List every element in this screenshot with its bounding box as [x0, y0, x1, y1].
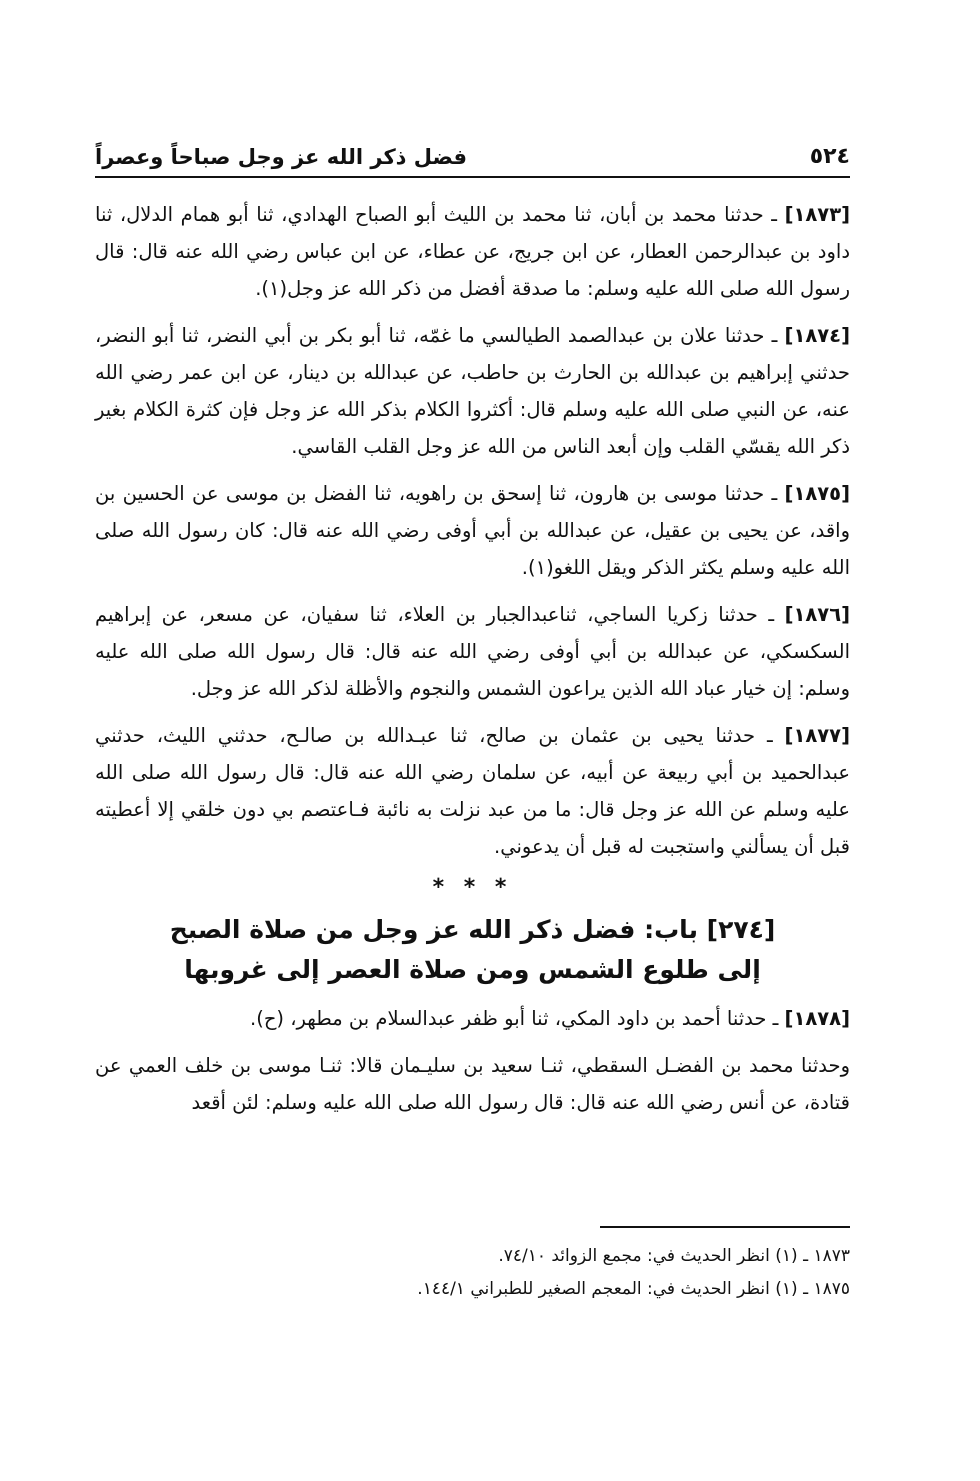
chapter-heading-line-2: إلى طلوع الشمس ومن صلاة العصر إلى غروبها: [184, 955, 761, 984]
hadith-number: [١٨٧٦]: [784, 603, 851, 626]
hadith-1878-continuation: وحدثنا محمد بن الفضـل السقطي، ثنـا سعيد بن سليـمان قالا: ثنـا موسى بن خلف العمي عن قتادة، عن أنس رضي الله عنه قال: قال رسول الله صلى الله عليه وسلم: لئن أقعد: [95, 1054, 850, 1114]
hadith-1875: [95, 475, 850, 586]
page: [95, 0, 850, 1481]
hadith-text: ـ حدثنا علان بن عبدالصمد الطيالسي ما غمّه، ثنا أبو بكر بن أبي النضر، ثنا أبو النضر، حدثني إبراهيم بن عبدالله بن الحارث بن حاطب، عن عبدالله بن دينار، عن ابن عمر رضي الله عنه، عن النبي صلى الله عليه وسلم قال: أكثروا الكلام بذكر الله عز وجل فإن كثرة الكلام بغير ذكر الله يقسّي القلب وإن أبعد الناس من الله عز وجل القلب القاسي.: [95, 324, 850, 458]
chapter-heading: [95, 910, 850, 990]
hadith-1876: [95, 596, 850, 707]
footnotes: [95, 1240, 850, 1306]
chapter-heading-line-1: [٢٧٤] باب: فضل ذكر الله عز وجل من صلاة الصبح: [169, 915, 776, 944]
hadith-text: ـ حدثنا يحيى بن عثمان بن صالح، ثنا عبـدالله بن صالـح، حدثني الليث، حدثني عبدالحميد بن أبي ربيعة عن أبيه، عن سلمان رضي الله عنه قال: قال رسول الله صلى الله عليه وسلم عن الله عز وجل قال: ما من عبد نزلت به نائبة فـاعتصم بي دون خلقي إلا أعطيته قبل أن يسألني واستجبت له قبل أن يدعوني.: [95, 724, 850, 858]
hadith-number: [١٨٧٣]: [784, 203, 851, 226]
hadith-1877: [95, 717, 850, 865]
section-separator: * * *: [432, 875, 513, 900]
hadith-number: [١٨٧٥]: [784, 482, 850, 505]
hadith-number: [١٨٧٤]: [784, 324, 850, 347]
hadith-text: ـ حدثنا أحمد بن داود المكي، ثنا أبو ظفر عبدالسلام بن مطهر، (ح).: [250, 1007, 779, 1030]
hadith-text: ـ حدثنا موسى بن هارون، ثنا إسحق بن راهويه، ثنا الفضل بن موسى عن الحسين بن واقد، عن يحيى بن عقيل، عن عبدالله بن أبي أوفى رضي الله عنه قال: كان رسول الله صلى الله عليه وسلم يكثر الذكر ويقل اللغو(١).: [95, 482, 850, 579]
footnote-1875: ١٨٧٥ ـ (١) انظر الحديث في: المعجم الصغير للطبراني ١٤٤/١.: [417, 1279, 850, 1299]
hadith-number: [١٨٧٧]: [784, 724, 850, 747]
hadith-1873: [95, 196, 850, 307]
hadith-text: ـ حدثنا محمد بن أبان، ثنا محمد بن الليث أبو الصباح الهدادي، ثنا أبو همام الدلال، ثنا داود بن عبدالرحمن العطار، عن ابن جريج، عن عطاء، عن ابن عباس رضي الله عنه قال: قال رسول الله صلى الله عليه وسلم: ما صدقة أفضل من ذكر الله عز وجل(١).: [95, 203, 850, 300]
hadith-1878: [95, 1000, 850, 1037]
hadith-number: [١٨٧٨]: [784, 1007, 850, 1030]
running-title: فضل ذكر الله عز وجل صباحاً وعصراً: [95, 145, 467, 169]
footnote-1873: ١٨٧٣ ـ (١) انظر الحديث في: مجمع الزوائد ٧٤/١٠.: [498, 1246, 850, 1266]
hadith-1874: [95, 317, 850, 465]
main-text: [95, 196, 850, 1131]
running-header: [95, 140, 850, 178]
page-number: ٥٢٤: [809, 144, 850, 169]
footnote-divider: [600, 1226, 850, 1228]
hadith-text: ـ حدثنا زكريا الساجي، ثناعبدالجبار بن العلاء، ثنا سفيان، عن مسعر، عن إبراهيم السكسكي، عن عبدالله بن أبي أوفى رضي الله عنه قال: قال رسول الله صلى الله عليه وسلم: إن خيار عباد الله الذين يراعون الشمس والنجوم والأظلة لذكر الله عز وجل.: [95, 603, 850, 700]
